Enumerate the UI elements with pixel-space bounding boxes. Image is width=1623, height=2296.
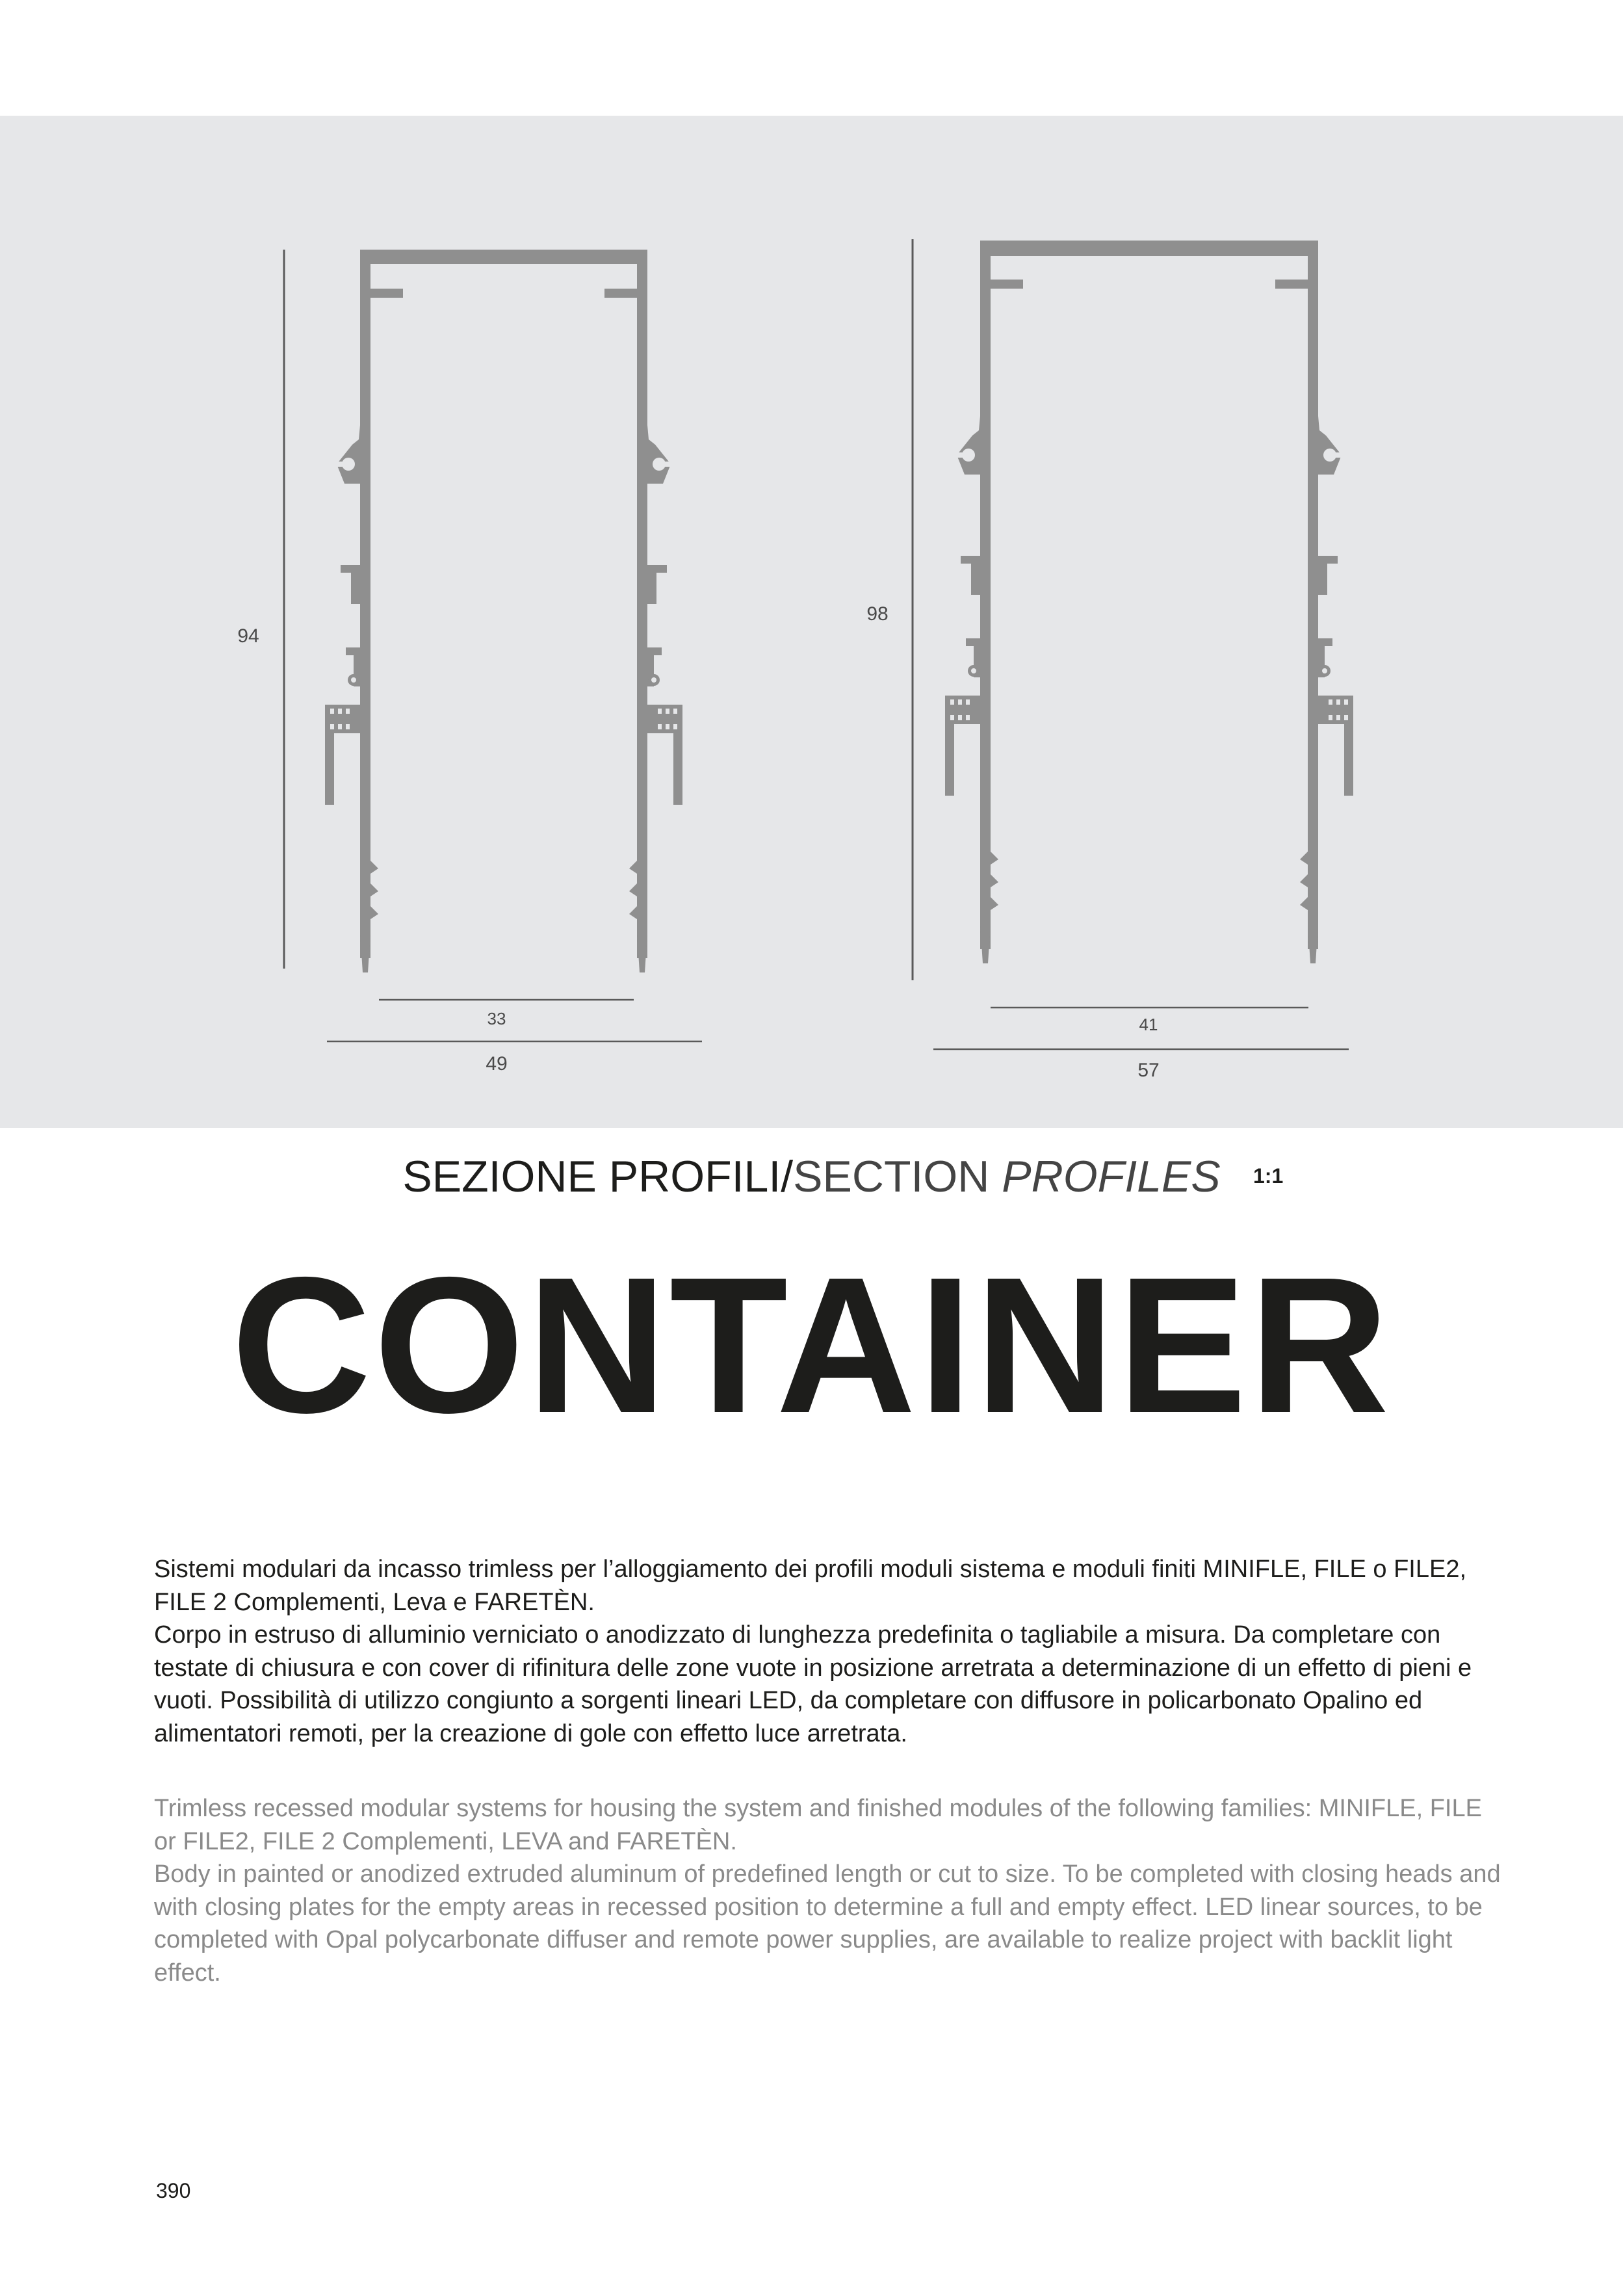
left-height-label: 94 <box>237 625 259 647</box>
right-outer-width-label: 57 <box>1137 1060 1160 1081</box>
section-title <box>0 1147 1623 1206</box>
description-it-paragraph-1: Sistemi modulari da incasso trimless per l’alloggiamento dei profili moduli sistema e moduli finiti MINIFLE, FILE o FILE2, FILE 2 Complementi, Leva e FARETÈN. <box>154 1556 1467 1616</box>
section-drawing-panel <box>0 116 1623 1128</box>
section-title-separator: / <box>781 1152 794 1201</box>
section-title-it: SEZIONE PROFILI <box>402 1152 781 1201</box>
product-title: CONTAINER <box>231 1237 1392 1454</box>
description-en-paragraph-1: Trimless recessed modular systems for housing the system and finished modules of the following families: MINIFLE, FILE or FILE2, FILE 2 Complementi, LEVA and FARETÈN. <box>154 1795 1482 1855</box>
left-outer-width-label: 49 <box>486 1053 508 1075</box>
left-profile-drawing <box>237 250 702 1075</box>
left-inner-width-label: 33 <box>487 1009 506 1028</box>
description-en-paragraph-2: Body in painted or anodized extruded aluminum of predefined length or cut to size. To be completed with closing heads and with closing plates for the empty areas in recessed position to determine a full and empty effect. LED linear sources, to be completed with Opal polycarbonate diffuser and remote power supplies, are available to realize project with backlit light effect. <box>154 1860 1501 1987</box>
section-title-en: SECTION <box>793 1152 1002 1201</box>
description-italian <box>154 1553 1507 1750</box>
description-english <box>154 1792 1507 1989</box>
right-inner-width-label: 41 <box>1139 1015 1158 1034</box>
page-number: 390 <box>156 2179 191 2202</box>
right-height-label: 98 <box>866 603 889 625</box>
profile-drawings <box>0 116 1623 1128</box>
right-profile-drawing <box>866 239 1353 1081</box>
section-title-en-italic: PROFILES <box>1002 1152 1221 1201</box>
scale-label: 1:1 <box>1253 1164 1284 1188</box>
description-it-paragraph-2: Corpo in estruso di alluminio verniciato o anodizzato di lunghezza predefinita o tagliabile a misura. Da completare con testate di chiusura e con cover di rifinitura delle zone vuote in posizione arretrata a determinazione di un effetto di pieni e vuoti. Possibilità di utilizzo congiunto a sorgenti lineari LED, da completare con diffusore in policarbonato Opalino ed alimentatori remoti, per la creazione di gole con effetto luce arretrata. <box>154 1621 1472 1747</box>
